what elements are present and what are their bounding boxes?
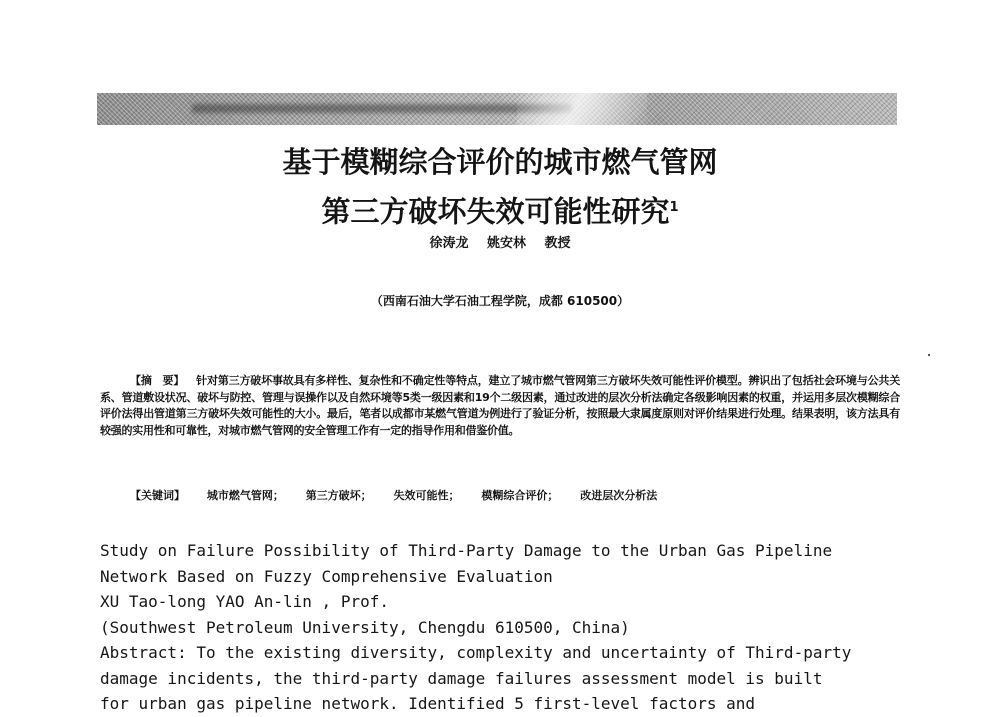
abstract-cn-text: 针对第三方破坏事故具有多样性、复杂性和不确定性等特点，建立了城市燃气管网第三方破坏失效可能性评价模型。辨识出了包括社会环境与公共关系、管道敷设状况、破坏与防控、管理与误操作以及自然环境等5类一级因素和19个二级因素，通过改进的层次分析法确定各级影响因素的权重，并运用多层次模糊综合评价法得出管道第三方破坏失效可能性的大小。最后，笔者以成都市某燃气管道为例进行了验证分析，按照最大隶属度原则对评价结果进行处理。结果表明，该方法具有较强的实用性和可靠性，对城市燃气管网的安全管理工作有一定的指导作用和借鉴价值。: [100, 374, 901, 437]
english-authors: XU Tao-long YAO An-lin , Prof.: [100, 592, 389, 611]
english-affiliation: (Southwest Petroleum University, Chengdu 610500, China): [100, 617, 630, 637]
paper-title-line-2: [0, 191, 1000, 229]
journal-header-band: [97, 93, 897, 125]
keyword-item: 第三方破坏；: [305, 489, 372, 502]
affiliation-cn: （西南石油大学石油工程学院，成都 610500）: [370, 294, 630, 308]
title-footnote-marker: 1: [669, 200, 679, 215]
header-band-smudge: [192, 104, 572, 113]
abstract-cn-label: 【摘 要】: [130, 374, 185, 387]
english-title-line-1: Study on Failure Possibility of Third-Party Damage to the Urban Gas Pipeline: [100, 541, 833, 560]
header-band-highlight: [517, 93, 647, 125]
keyword-item: 模糊综合评价；: [481, 489, 559, 502]
keywords-cn: [130, 487, 900, 503]
english-abstract-line-3: for urban gas pipeline network. Identified 5 first-level factors and: [100, 694, 756, 713]
english-title-line-2: Network Based on Fuzzy Comprehensive Evaluation: [100, 566, 553, 586]
paper-title-line-2-text: 第三方破坏失效可能性研究: [321, 194, 670, 229]
english-abstract-line-2: damage incidents, the third-party damage failures assessment model is built: [100, 668, 823, 688]
scan-speck: [928, 354, 930, 356]
paper-title-line-1: 基于模糊综合评价的城市燃气管网: [282, 145, 718, 179]
keyword-item: 失效可能性；: [393, 489, 460, 502]
authors-cn: 徐涛龙 姚安林 教授: [429, 236, 571, 251]
keyword-item: 城市燃气管网；: [206, 489, 284, 502]
keyword-item: 改进层次分析法: [580, 489, 658, 502]
abstract-cn: [100, 373, 900, 439]
english-abstract-line-1: Abstract: To the existing diversity, complexity and uncertainty of Third-party: [100, 643, 852, 662]
keywords-cn-label: 【关键词】: [130, 489, 185, 502]
